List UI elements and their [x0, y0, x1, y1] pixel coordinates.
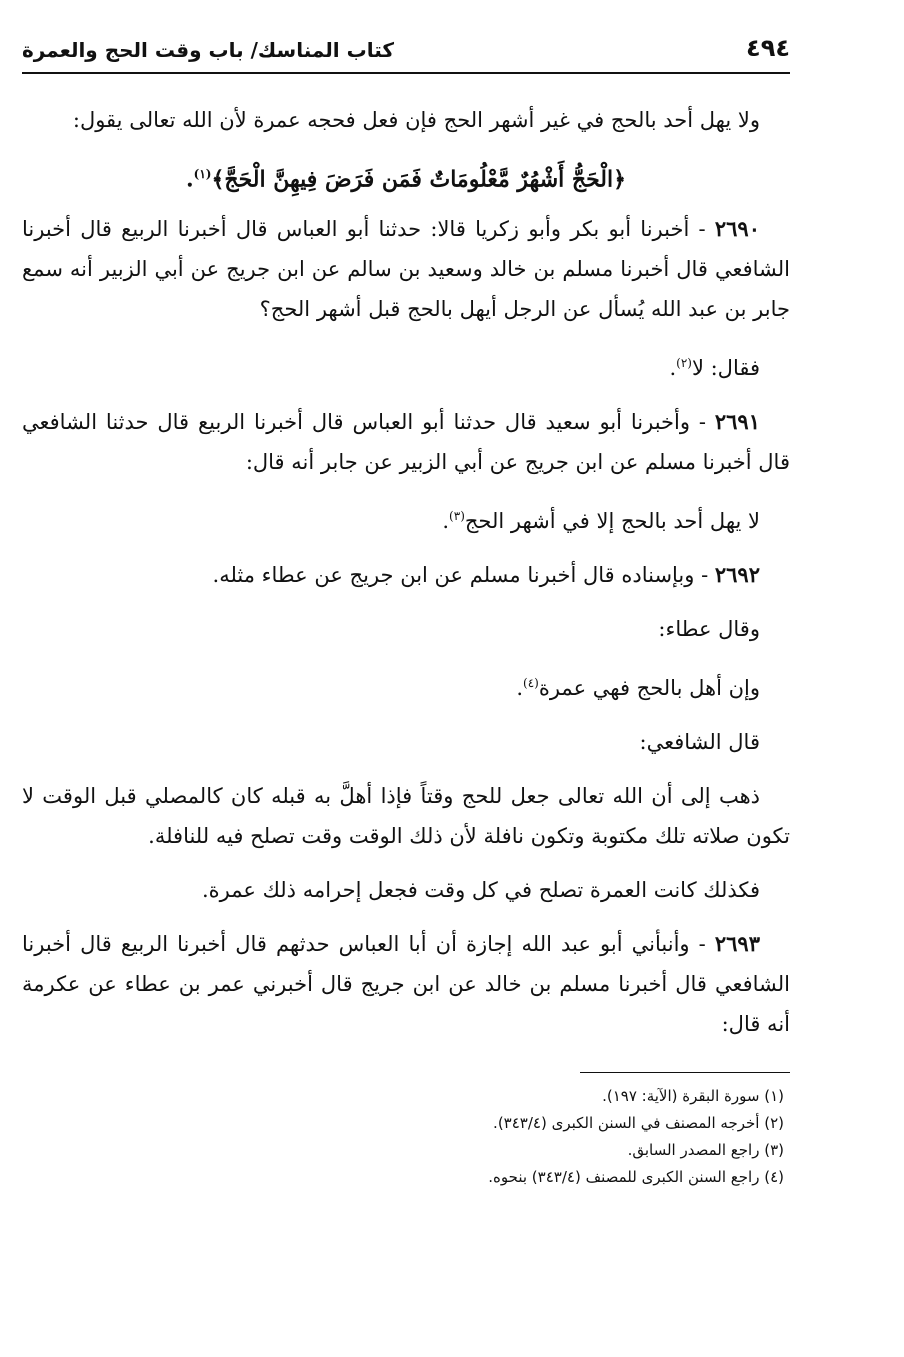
answer-paragraph: فقال: لا$^{(٢)}$.: [669, 356, 760, 381]
hadith-number: ٢٦٩١: [714, 409, 760, 435]
hadith-text: - وبإسناده قال أخبرنا مسلم عن ابن جريج عن عطاء مثله.: [212, 563, 715, 588]
hadith-text: - أخبرنا أبو بكر وأبو زكريا قالا: حدثنا أبو العباس قال أخبرنا الربيع قال أخبرنا الشافعي قال أخبرنا مسلم بن خالد وسعيد بن سالم عن ابن جريج عن أبي الزبير أنه سمع جابر بن عبد الله يُسأل عن الرجل أيهل بالحج قبل أشهر الحج؟: [22, 217, 790, 322]
jabir-text: لا يهل أحد بالحج إلا في أشهر الحج: [464, 509, 760, 534]
ata-label: وقال عطاء:: [658, 617, 760, 642]
footnote-ref-1: (١): [193, 167, 212, 181]
hadith-text: - وأنبأني أبو عبد الله إجازة أن أبا العباس حدثهم قال أخبرنا الربيع قال أخبرنا الشافعي قال أخبرنا مسلم بن خالد عن ابن جريج قال أخبرني عمر بن عطاء عن عكرمة أنه قال:: [22, 932, 790, 1037]
footnote-3: (٣) راجع المصدر السابق.: [627, 1141, 784, 1160]
footnote-1: (١) سورة البقرة (الآية: ١٩٧).: [602, 1087, 784, 1106]
verse-text: ﴿الْحَجُّ أَشْهُرٌ مَّعْلُومَاتٌ فَمَن فَرَضَ فِيهِنَّ الْحَجَّ﴾: [211, 166, 627, 193]
jabir-quote: لا يهل أحد بالحج إلا في أشهر الحج$^{(٣)}$.: [442, 509, 760, 534]
page-number: ٤٩٤: [746, 34, 790, 62]
footnote-divider: [580, 1072, 790, 1073]
page-header: [22, 28, 790, 74]
shafii-label: قال الشافعي:: [639, 730, 760, 755]
hadith-2693: [22, 924, 790, 1044]
umra-text: فكذلك كانت العمرة تصلح في كل وقت فجعل إحرامه ذلك عمرة.: [201, 878, 760, 903]
hadith-2692: [22, 555, 790, 595]
hadith-number: ٢٦٩٢: [714, 562, 760, 588]
intro-paragraph: [22, 100, 790, 140]
hadith-text: - وأخبرنا أبو سعيد قال حدثنا أبو العباس قال أخبرنا الربيع قال حدثنا الشافعي قال أخبرنا مسلم عن ابن جريج عن أبي الزبير عن جابر أنه قال:: [22, 410, 790, 475]
main-text: [22, 74, 790, 1044]
hadith-number: ٢٦٩٠: [714, 216, 760, 242]
footnotes: [22, 1083, 790, 1191]
hadith-number: ٢٦٩٣: [714, 931, 760, 957]
shafii-explanation: [22, 776, 790, 856]
intro-text: ولا يهل أحد بالحج في غير أشهر الحج فإن فعل فحجه عمرة لأن الله تعالى يقول:: [72, 108, 760, 132]
hadith-2690: [22, 209, 790, 329]
footnote-ref-2: (٢): [676, 356, 692, 371]
quran-verse: ﴿الْحَجُّ أَشْهُرٌ مَّعْلُومَاتٌ فَمَن فَرَضَ فِيهِنَّ الْحَجَّ﴾$^{(١)}$.: [185, 166, 627, 193]
ata-label-paragraph: [22, 609, 790, 649]
ata-quote: وإن أهل بالحج فهي عمرة$^{(٤)}$.: [516, 676, 760, 701]
ata-text: وإن أهل بالحج فهي عمرة: [538, 676, 760, 701]
shafii-text: ذهب إلى أن الله تعالى جعل للحج وقتاً فإذا أهلَّ به قبله كان كالمصلي قبل الوقت لا تكون صلاته تلك مكتوبة وتكون نافلة لأن ذلك الوقت وقت تصلح فيه للنافلة.: [22, 784, 790, 849]
shafii-label-paragraph: [22, 722, 790, 762]
answer-text: فقال: لا: [691, 356, 760, 381]
footnote-ref-4: (٤): [523, 676, 539, 691]
footnote-4: (٤) راجع السنن الكبرى للمصنف (٣٤٣/٤) بنحوه.: [488, 1168, 784, 1187]
footnote-2: (٢) أخرجه المصنف في السنن الكبرى (٣٤٣/٤).: [493, 1114, 784, 1133]
running-title: كتاب المناسك/ باب وقت الحج والعمرة: [22, 38, 395, 62]
footnote-ref-3: (٣): [449, 509, 465, 524]
book-page: [22, 28, 790, 1328]
hadith-2691: [22, 402, 790, 482]
umra-paragraph: [22, 870, 790, 910]
